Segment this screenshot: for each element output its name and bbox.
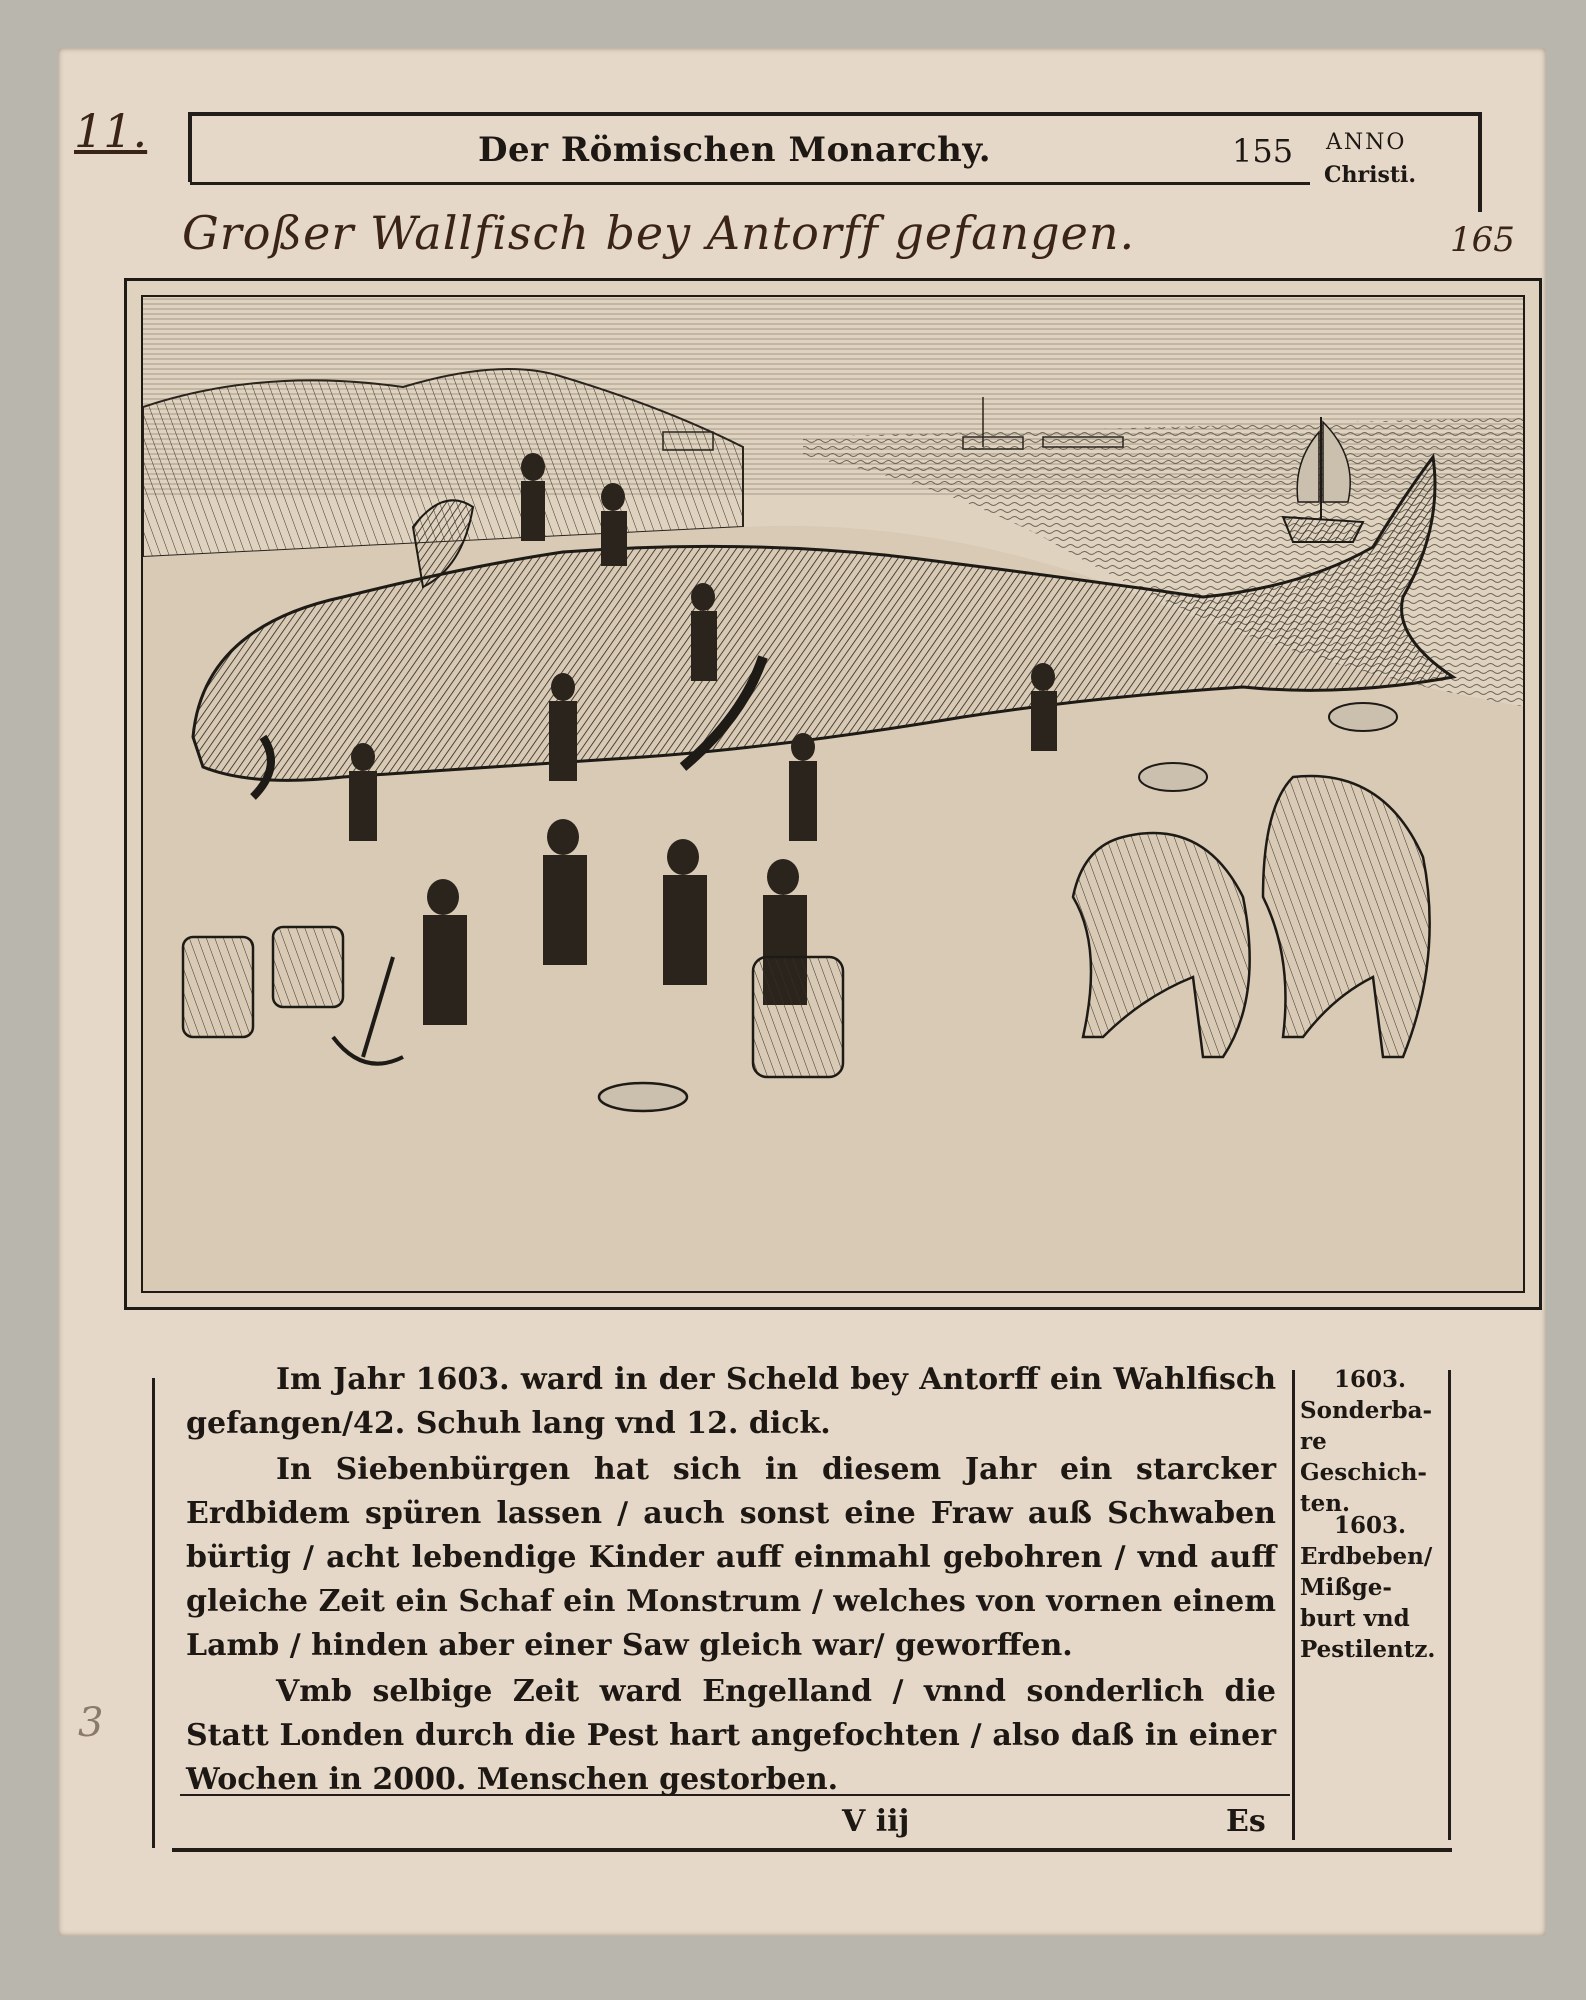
margin-note-2-line-3: Mißge- (1300, 1574, 1392, 1601)
handwritten-margin-number: 11. (74, 104, 148, 158)
header-right-bracket (1478, 112, 1482, 212)
margin-note-1-line-3: re Geschich- (1300, 1428, 1427, 1486)
margin-note-2-line-5: Pestilentz. (1300, 1636, 1436, 1663)
text-frame-left-rule (152, 1378, 155, 1848)
engraving-image (141, 295, 1525, 1293)
margin-note-1-line-2: Sonderba- (1300, 1397, 1433, 1424)
engraving-plate (124, 278, 1542, 1310)
anno-label: ANNO (1326, 130, 1407, 155)
header-left-bracket (188, 112, 192, 182)
page-bottom-rule (172, 1848, 1452, 1852)
text-frame-right-rule (1448, 1370, 1451, 1840)
text-column-divider (1292, 1370, 1295, 1840)
whale-engraving (143, 297, 1525, 1293)
handwritten-left-mark: 3 (78, 1700, 104, 1746)
margin-note-1-line-4: ten. (1300, 1490, 1350, 1517)
margin-note-1 (1300, 1364, 1445, 1519)
christi-label: Christi. (1324, 162, 1417, 188)
paragraph-plague: Vmb selbige Zeit ward Engelland / vnnd sonderlich die Statt Londen durch die Pest hart angefochten / also daß in einer Wochen in 2000. Menschen gestorben. (186, 1674, 1276, 1797)
margin-note-2-line-2: Erdbeben/ (1300, 1543, 1433, 1570)
margin-note-2-line-4: burt vnd (1300, 1605, 1410, 1632)
margin-note-1-line-1: 1603. (1334, 1366, 1407, 1393)
main-text-block (186, 1358, 1276, 1802)
signature-mark: V iij (842, 1804, 910, 1839)
running-title: Der Römischen Monarchy. (478, 130, 992, 170)
header-top-rule (190, 112, 1480, 116)
handwritten-right-number: 165 (1450, 220, 1515, 260)
margin-note-2-line-1: 1603. (1334, 1512, 1407, 1539)
catchword: Es (1226, 1804, 1266, 1839)
paragraph-whale: Im Jahr 1603. ward in der Scheld bey Antorff ein Wahlfisch gefangen/42. Schuh lang vnd 12. dick. (186, 1362, 1276, 1441)
margin-note-2 (1300, 1510, 1445, 1665)
page-number: 155 (1232, 132, 1294, 170)
paragraph-earthquake: In Siebenbürgen hat sich in diesem Jahr ein starcker Erdbidem spüren lassen / auch sonst eine Fraw auß Schwaben bürtig / acht lebendige Kinder auff einmahl gebohren / vnd auff gleiche Zeit ein Schaf ein Monstrum / welches von vornen einem Lamb / hinden aber einer Saw gleich war/ geworffen. (186, 1452, 1276, 1663)
handwritten-caption: Großer Wallfisch bey Antorff gefangen. (182, 206, 1136, 260)
header-bottom-rule (190, 182, 1310, 185)
